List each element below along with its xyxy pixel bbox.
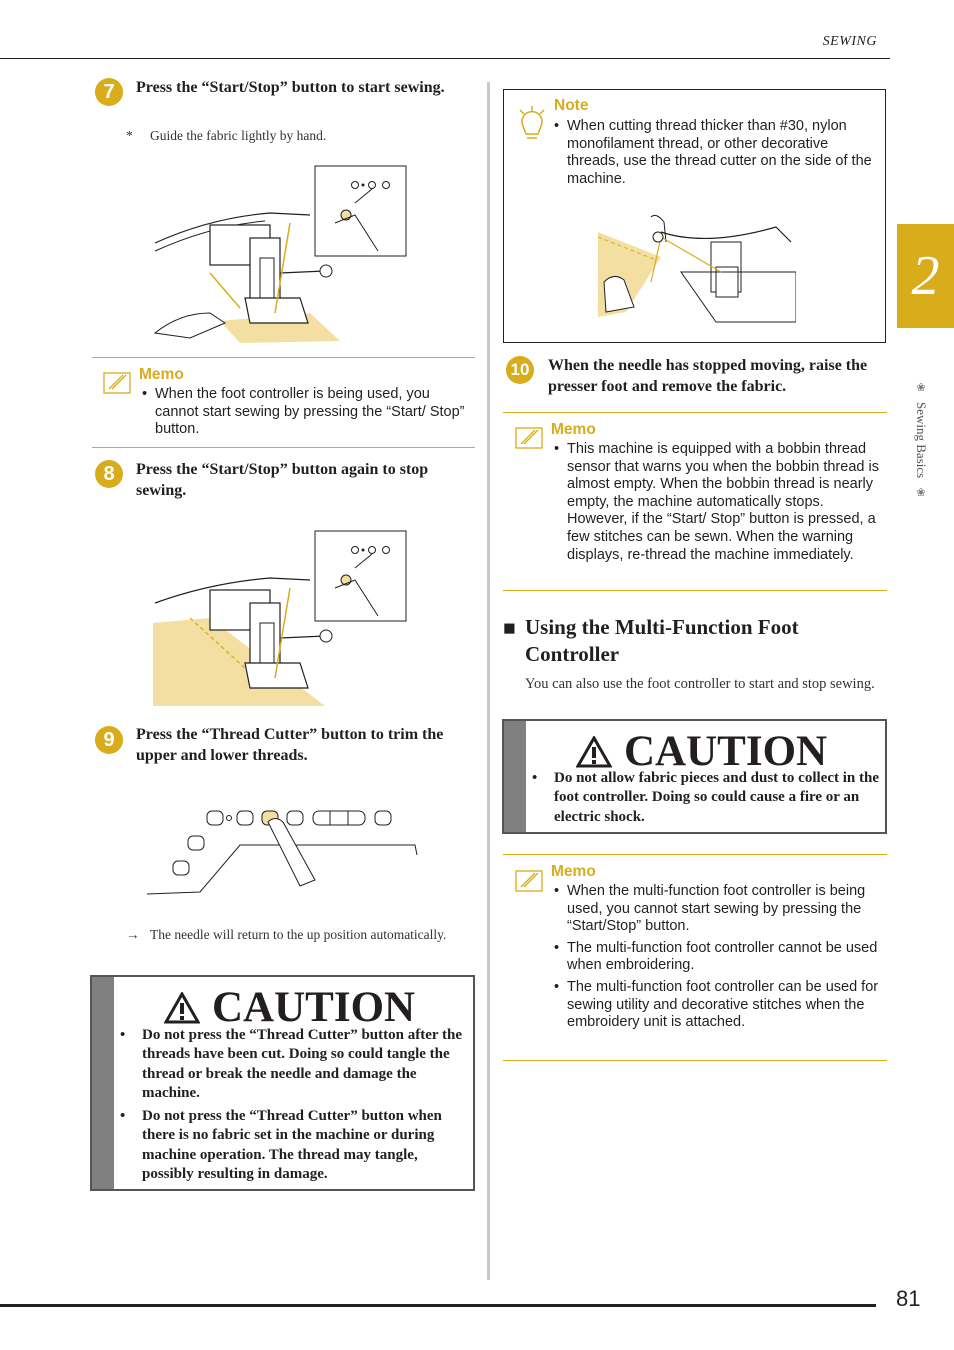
memo-3-list bbox=[554, 883, 882, 1036]
warning-triangle-icon bbox=[576, 736, 612, 768]
column-divider bbox=[487, 82, 490, 1280]
ornament-icon: ❀ bbox=[914, 380, 927, 394]
step-7-note: Guide the fabric lightly by hand. bbox=[150, 128, 327, 143]
memo-pencil-icon bbox=[515, 867, 543, 893]
section-body: You can also use the foot controller to start and stop sewing. bbox=[525, 676, 875, 692]
step-9-text: Press the “Thread Cutter” button to trim the upper and lower threads. bbox=[136, 726, 444, 764]
memo-title: Memo bbox=[551, 421, 596, 438]
caution-item: • Do not allow fabric pieces and dust to collect in the foot controller. Doing so could cause a fire or an electric shock. bbox=[528, 769, 880, 827]
memo-1-list bbox=[142, 386, 468, 443]
memo-item: • The multi-function foot controller can be used for sewing utility and decorative stitches when the embroidery unit is attached. bbox=[554, 979, 882, 1032]
memo-title: Memo bbox=[139, 366, 184, 383]
memo-rule-top bbox=[503, 854, 887, 855]
step-7-note-mark: * bbox=[126, 128, 133, 143]
side-label-text: Sewing Basics bbox=[914, 401, 929, 479]
caution-heading bbox=[164, 983, 415, 1032]
caution-item: • Do not press the “Thread Cutter” button when there is no fabric set in the machine or during machine operation. The thread may tangle, possibly resulting in damage. bbox=[116, 1107, 468, 1184]
memo-item: • The multi-function foot controller cannot be used when embroidering. bbox=[554, 940, 882, 975]
memo-2-list bbox=[554, 441, 882, 568]
caution-2-list bbox=[528, 769, 880, 831]
caution-box-1 bbox=[90, 975, 475, 1191]
step-9-result: The needle will return to the up position automatically. bbox=[150, 927, 447, 942]
caution-side-bar bbox=[92, 977, 114, 1189]
side-section-label bbox=[906, 355, 936, 525]
caution-item: • Do not press the “Thread Cutter” button after the threads have been cut. Doing so could tangle the thread or break the needle and damage the machine. bbox=[116, 1026, 468, 1103]
memo-rule-top bbox=[92, 357, 475, 358]
note-box bbox=[503, 89, 886, 343]
caution-side-bar bbox=[504, 721, 526, 832]
step-9-result-mark: → bbox=[126, 927, 140, 942]
warning-triangle-icon bbox=[164, 992, 200, 1024]
running-header: SEWING bbox=[822, 34, 877, 49]
ornament-icon: ❀ bbox=[914, 486, 927, 500]
header-rule bbox=[0, 58, 890, 59]
caution-box-2 bbox=[502, 719, 887, 834]
sewing-stop-illustration bbox=[150, 528, 410, 706]
sewing-start-illustration bbox=[150, 163, 410, 343]
memo-rule-bottom bbox=[92, 447, 475, 448]
memo-item: • When the foot controller is being used, you cannot start sewing by pressing the “Start/ Stop” button. bbox=[142, 386, 468, 439]
chapter-tab: 2 bbox=[897, 224, 954, 328]
step-8-text: Press the “Start/Stop” button again to stop sewing. bbox=[136, 461, 429, 499]
memo-rule-top bbox=[503, 412, 887, 413]
memo-item: • This machine is equipped with a bobbin thread sensor that warns you when the bobbin thread is almost empty. When the bobbin thread is nearly empty, the machine automatically stops. However, if the “Start/ Stop” button is pressed, a few stitches can be sewn. When the warning displays, re-thread the machine immediately. bbox=[554, 441, 882, 564]
thread-cutter-illustration bbox=[145, 800, 420, 896]
step-8-badge: 8 bbox=[95, 460, 123, 488]
page-number: 81 bbox=[896, 1286, 921, 1311]
footer-rule bbox=[0, 1304, 876, 1307]
caution-1-list bbox=[116, 1026, 468, 1188]
step-9-badge: 9 bbox=[95, 726, 123, 754]
memo-pencil-icon bbox=[515, 424, 543, 450]
step-7-text: Press the “Start/Stop” button to start sewing. bbox=[136, 79, 445, 96]
step-10-text: When the needle has stopped moving, raise the presser foot and remove the fabric. bbox=[548, 357, 868, 395]
note-list bbox=[554, 118, 882, 192]
section-title: Using the Multi-Function Foot Controller bbox=[525, 615, 799, 666]
memo-item: • When the multi-function foot controller is being used, you cannot start sewing by pressing the “Start/Stop” button. bbox=[554, 883, 882, 936]
caution-title: CAUTION bbox=[212, 984, 416, 1031]
memo-rule-bottom bbox=[503, 1060, 887, 1061]
step-7-badge: 7 bbox=[95, 78, 123, 106]
note-title: Note bbox=[554, 97, 589, 114]
lightbulb-icon bbox=[515, 104, 549, 144]
section-marker: ■ bbox=[503, 616, 516, 640]
memo-title: Memo bbox=[551, 863, 596, 880]
memo-rule-bottom bbox=[503, 590, 887, 591]
caution-title: CAUTION bbox=[624, 728, 828, 775]
side-thread-cutter-illustration bbox=[596, 212, 796, 330]
step-10-badge: 10 bbox=[506, 356, 534, 384]
note-item: • When cutting thread thicker than #30, nylon monofilament thread, or other decorative threads, use the thread cutter on the side of the machine. bbox=[554, 118, 882, 188]
memo-pencil-icon bbox=[103, 369, 131, 395]
